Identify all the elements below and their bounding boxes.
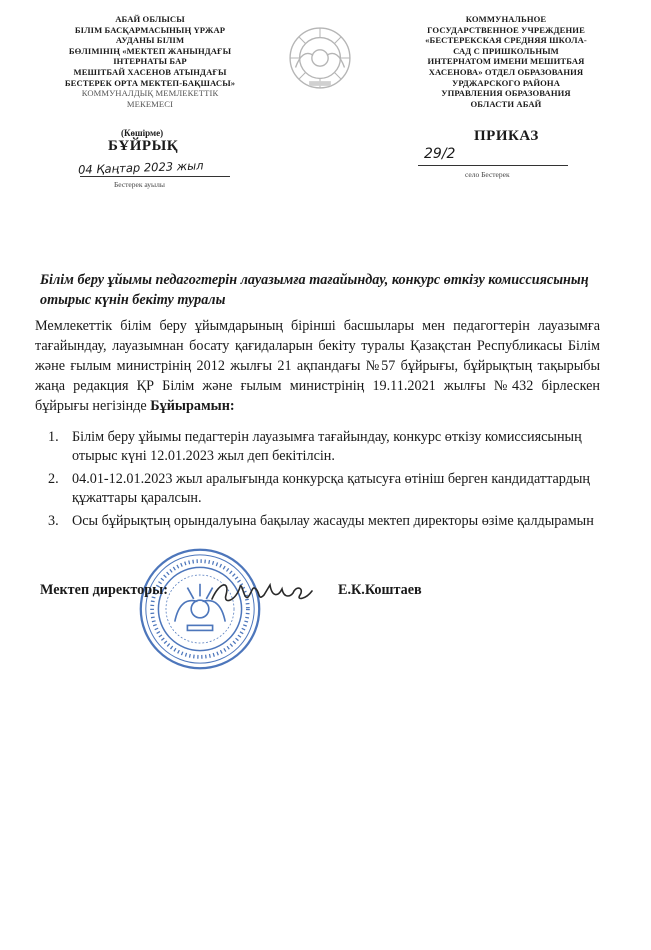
order-date: 04 Қаңтар 2023 жыл	[77, 158, 204, 177]
header-left-line: АУДАНЫ БІЛІМ	[115, 35, 185, 46]
order-title-kz: БҰЙРЫҚ	[108, 138, 179, 154]
body-paragraph	[35, 316, 600, 416]
seal-stamp-icon	[137, 546, 263, 672]
header-left-line: БІЛІМ БАСҚАРМАСЫНЫҢ ҮРЖАР	[74, 24, 226, 35]
copy-mark: (Көшірме)	[121, 128, 164, 138]
number-underline	[418, 165, 568, 166]
header-right-line: ХАСЕНОВА» ОТДЕЛ ОБРАЗОВАНИЯ	[428, 66, 584, 77]
header-left-line: АБАЙ ОБЛЫСЫ	[115, 14, 185, 24]
list-item-text: 04.01-12.01.2023 жыл аралығында конкурсқа қатысуға өтініш берген кандидаттардың құжаттары қаралсын.	[72, 471, 591, 506]
signatory-position: Мектеп директоры:	[40, 582, 168, 598]
list-item-number: 1.	[48, 429, 59, 445]
list-item	[48, 428, 600, 466]
order-number: 29/2	[424, 146, 456, 162]
header-right-line: ОБЛАСТИ АБАЙ	[470, 98, 542, 109]
list-item-number: 3.	[48, 513, 59, 529]
body-emphasis: Бұйырамын:	[150, 398, 235, 414]
signatory-name: Е.К.Коштаев	[338, 582, 422, 598]
body-text: Мемлекеттік білім беру ұйымдарының бірінші басшылары мен педагогтерін лауазымға тағайындау, лауазымнан босату қағидаларын бекіту туралы Қазақстан Республикасы Білім және ғылым министрінің 2012 жылғы 21 ақпандағы №57 бұйрығы, бұйрықтың тақырыбы жаңа редакция ҚР Білім және ғылым министрінің 19.11.2021 жылғы №432 бірлескен бұйрығы негізінде	[35, 318, 600, 414]
header-left-line: БЕСТЕРЕК ОРТА МЕКТЕП-БАҚШАСЫ»	[64, 77, 236, 88]
header-left-line: ІНТЕРНАТЫ БАР	[113, 56, 187, 67]
place-ru: село Бестерек	[465, 170, 510, 179]
list-item-text: Осы бұйрықтың орындалуына бақылау жасауды мектеп директоры өзіме қалдырамын	[72, 513, 594, 529]
header-right-ru	[417, 14, 595, 109]
date-underline	[80, 176, 230, 177]
state-emblem-icon	[286, 24, 354, 92]
header-right-line: САД С ПРИШКОЛЬНЫМ	[453, 45, 559, 56]
header-right-line: ГОСУДАРСТВЕННОЕ УЧРЕЖДЕНИЕ	[427, 24, 585, 35]
header-left-line: МЕШІТБАЙ ХАСЕНОВ АТЫНДАҒЫ	[73, 66, 227, 77]
header-right-line: УРДЖАРСКОГО РАЙОНА	[451, 77, 561, 88]
header-left-status: КОММУНАЛДЫҚ МЕМЛЕКЕТТІК	[81, 88, 219, 99]
header-left-kz	[52, 14, 248, 109]
list-item	[48, 470, 600, 508]
order-items-list	[48, 428, 600, 535]
handwritten-signature-icon	[208, 575, 316, 609]
header-right-line: КОММУНАЛЬНОЕ	[465, 14, 547, 24]
header-left-line: БӨЛІМІНІҢ «МЕКТЕП ЖАНЫНДАҒЫ	[68, 45, 232, 56]
list-item-number: 2.	[48, 471, 59, 487]
document-title: Білім беру ұйымы педагогтерін лауазымға тағайындау, конкурс өткізу комиссиясының отырыс күнін бекіту туралы	[40, 272, 589, 308]
header-right-line: ИНТЕРНАТОМ ИМЕНИ МЕШИТБАЯ	[427, 56, 585, 67]
header-right-line: УПРАВЛЕНИЯ ОБРАЗОВАНИЯ	[441, 88, 571, 99]
header-left-status: МЕКЕМЕСІ	[126, 98, 174, 109]
order-title-ru: ПРИКАЗ	[474, 128, 539, 144]
list-item	[48, 512, 600, 531]
header-right-line: «БЕСТЕРЕКСКАЯ СРЕДНЯЯ ШКОЛА-	[425, 35, 587, 46]
list-item-text: Білім беру ұйымы педагтерін лауазымға тағайындау, конкурс өткізу комиссиясының отырыс күні 12.01.2023 жыл деп бекітілсін.	[72, 429, 582, 464]
place-kz: Бестерек ауылы	[114, 180, 165, 189]
